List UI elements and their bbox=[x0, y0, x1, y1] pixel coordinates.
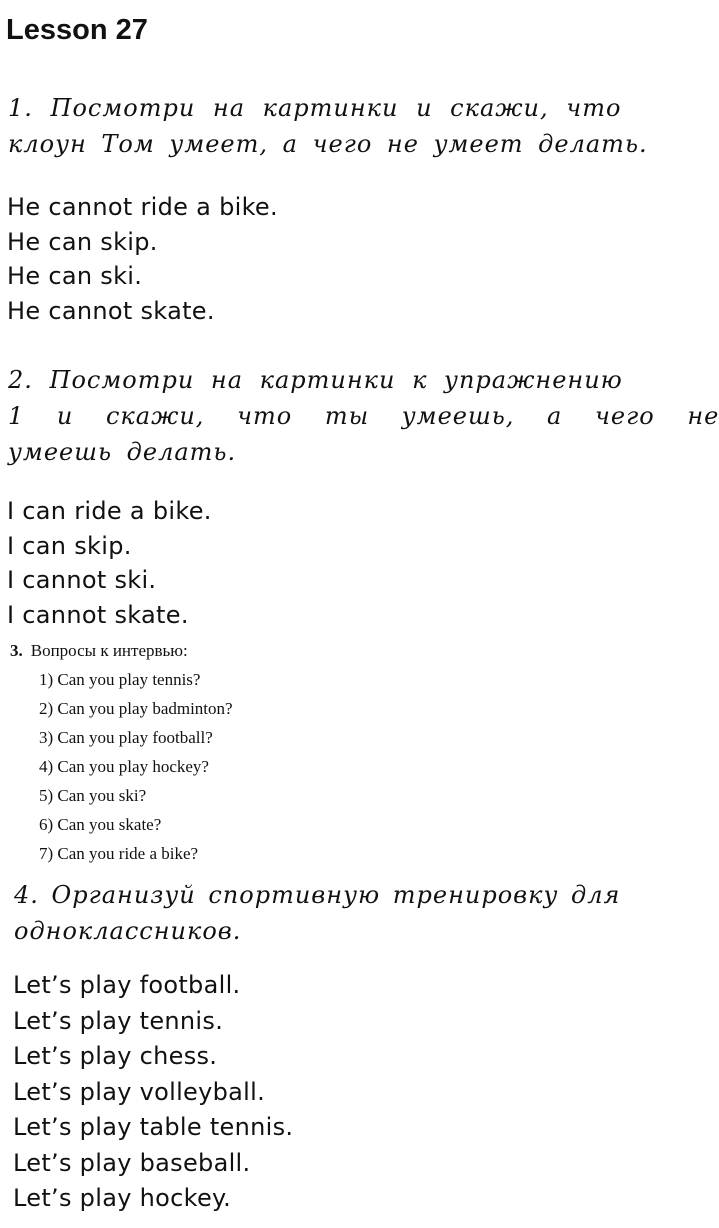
answer-line: Let’s play volleyball. bbox=[13, 1077, 266, 1106]
answer-line: Let’s play tennis. bbox=[13, 1006, 224, 1035]
answer-line: I cannot ski. bbox=[7, 566, 157, 594]
task-3-questions bbox=[10, 636, 233, 868]
answer-line: I can skip. bbox=[7, 531, 132, 560]
answer-line: Let’s play football. bbox=[13, 971, 241, 999]
answer-line: He can skip. bbox=[7, 227, 158, 256]
answer-line: He can ski. bbox=[7, 262, 143, 290]
task-1-line: 1. Посмотри на картинки и скажи, что bbox=[8, 94, 622, 122]
answer-line: Let’s play chess. bbox=[13, 1042, 218, 1070]
answer-line: I cannot skate. bbox=[7, 600, 189, 629]
task-1-answers bbox=[7, 190, 278, 328]
answer-line: Let’s play baseball. bbox=[13, 1148, 251, 1177]
task-3-heading-text: Вопросы к интервью: bbox=[30, 641, 188, 660]
task-3-heading bbox=[10, 636, 233, 665]
question-item: 2) Can you play badminton? bbox=[39, 699, 233, 718]
task-4-instruction bbox=[14, 877, 621, 949]
answer-line: Let’s play table tennis. bbox=[13, 1113, 294, 1141]
answer-line: He cannot ride a bike. bbox=[7, 193, 278, 221]
task-4-answers bbox=[13, 968, 293, 1217]
answer-line: I can ride a bike. bbox=[7, 497, 212, 525]
task-4-line: одноклассников. bbox=[14, 917, 242, 945]
answer-line: He cannot skate. bbox=[7, 296, 215, 325]
question-item: 4) Can you play hockey? bbox=[39, 757, 209, 776]
task-1-line: клоун Том умеет, а чего не умеет делать. bbox=[8, 130, 648, 158]
question-item: 3) Can you play football? bbox=[39, 728, 213, 747]
question-item: 7) Can you ride a bike? bbox=[39, 844, 199, 863]
question-item: 6) Can you skate? bbox=[39, 815, 162, 834]
task-2-line: 1 и скажи, что ты умеешь, а чего не bbox=[8, 402, 719, 430]
page-title: Lesson 27 bbox=[6, 14, 148, 46]
question-item: 5) Can you ski? bbox=[39, 786, 147, 805]
task-2-line: умеешь делать. bbox=[8, 438, 237, 466]
question-item: 1) Can you play tennis? bbox=[39, 670, 201, 689]
task-2-instruction bbox=[8, 362, 719, 470]
task-1-instruction bbox=[8, 90, 648, 162]
task-4-line: 4. Организуй спортивную тренировку для bbox=[14, 881, 621, 909]
task-2-line: 2. Посмотри на картинки к упражнению bbox=[8, 366, 623, 394]
task-2-answers bbox=[7, 494, 212, 632]
task-3-number: 3. bbox=[10, 641, 23, 660]
answer-line: Let’s play hockey. bbox=[13, 1184, 232, 1212]
